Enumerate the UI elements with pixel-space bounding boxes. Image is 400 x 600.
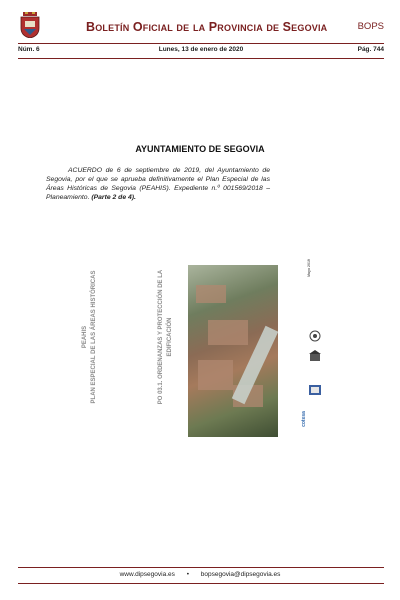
bulletin-footer xyxy=(0,571,400,578)
header-rule xyxy=(18,43,384,44)
organization-heading: AYUNTAMIENTO DE SEGOVIA xyxy=(135,144,265,154)
plan-cover-image xyxy=(56,248,326,444)
junta-logo-icon xyxy=(308,384,322,396)
plan-title-vertical xyxy=(81,247,99,427)
cover-date: Mayo 2019 xyxy=(306,259,311,277)
agreement-paragraph xyxy=(46,166,270,202)
cover-logos xyxy=(300,258,328,438)
issue-number: Núm. 6 xyxy=(18,46,40,53)
plan-acronym: PEAHIS xyxy=(82,325,88,349)
agreement-part: (Parte 2 de 4). xyxy=(91,194,136,201)
footer-email-link[interactable]: bopsegovia@dipsegovia.es xyxy=(200,571,281,578)
agreement-text: ACUERDO de 6 de septiembre de 2019, del Ayuntamiento de Segovia, por el que se aprueba definitivamente el Plan Especial de las Áreas Históricas de Segovia (PEAHIS). Expediente n.º 001569/2018 – Planeamiento. xyxy=(46,167,270,201)
document-title-vertical xyxy=(157,247,175,427)
footer-subrule xyxy=(18,583,384,584)
building-logo-icon xyxy=(308,350,322,362)
document-title-line1: PO 03.1. ORDENANZAS Y PROTECCIÓN DE LA xyxy=(158,269,164,405)
aerial-photo xyxy=(188,265,278,437)
bulletin-acronym: BOPS xyxy=(357,21,384,32)
header-subrule xyxy=(18,58,384,59)
issue-meta xyxy=(18,46,384,58)
coat-of-arms-icon xyxy=(20,12,40,38)
document-title-line2: EDIFICACIÓN xyxy=(167,317,173,357)
footer-rule xyxy=(18,567,384,568)
plan-title: PLAN ESPECIAL DE LAS ÁREAS HISTÓRICAS xyxy=(91,270,97,404)
page-number: Pág. 744 xyxy=(357,46,384,53)
cotesa-logo: cotesa xyxy=(300,411,307,427)
issue-date: Lunes, 13 de enero de 2020 xyxy=(158,46,244,53)
footer-separator: • xyxy=(186,571,189,578)
footer-website-link[interactable]: www.dipsegovia.es xyxy=(119,571,175,578)
bulletin-title: Boletín Oficial de la Provincia de Segovia xyxy=(86,20,328,34)
bulletin-header xyxy=(18,10,384,42)
seal-icon xyxy=(308,330,322,342)
